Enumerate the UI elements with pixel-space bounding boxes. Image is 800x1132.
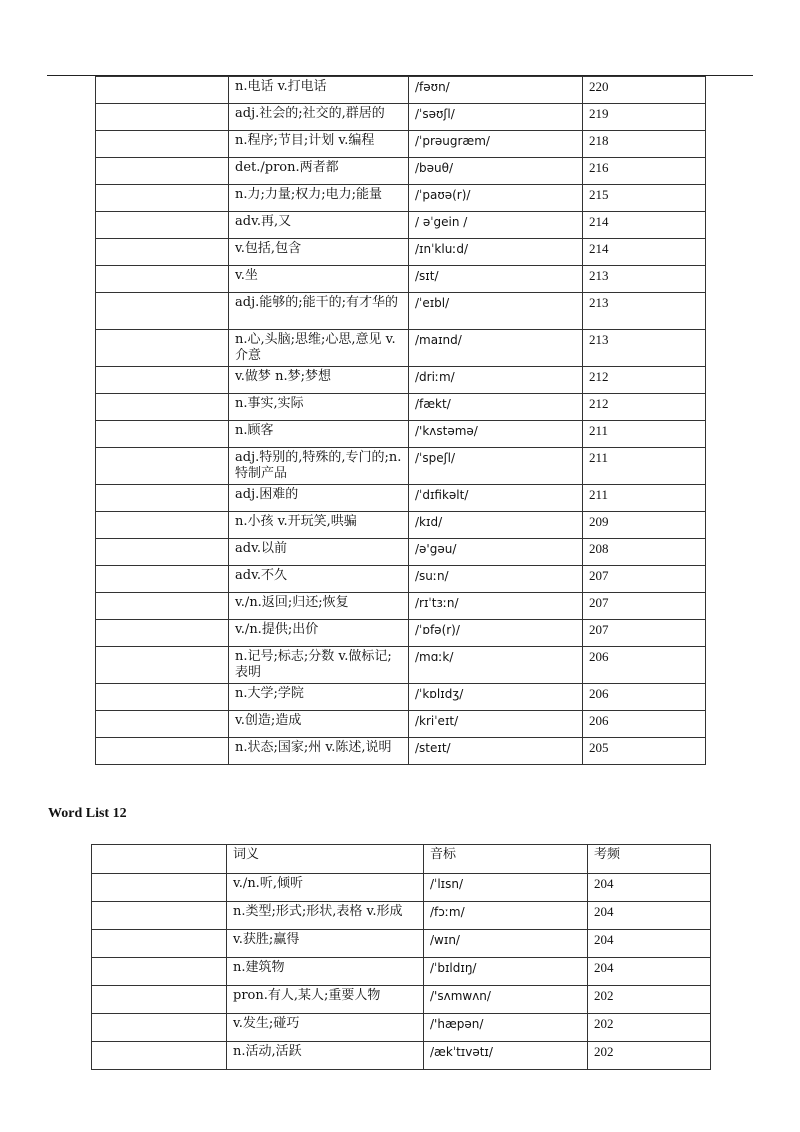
word-meaning: v.包括,包含 xyxy=(229,239,409,266)
word-frequency: 207 xyxy=(583,620,706,647)
word-phonetic: /'sʌmwʌn/ xyxy=(424,986,588,1014)
word-frequency: 214 xyxy=(583,239,706,266)
word-meaning: n.活动,活跃 xyxy=(227,1042,424,1070)
blank-cell xyxy=(96,104,229,131)
table-row xyxy=(96,620,706,647)
word-frequency: 202 xyxy=(588,1042,711,1070)
table-row xyxy=(96,77,706,104)
word-phonetic: /ɪnˈkluːd/ xyxy=(409,239,583,266)
table-row xyxy=(96,293,706,330)
word-meaning: v./n.返回;归还;恢复 xyxy=(229,593,409,620)
blank-cell xyxy=(96,394,229,421)
blank-cell xyxy=(92,845,227,874)
blank-cell xyxy=(92,986,227,1014)
blank-cell xyxy=(96,566,229,593)
word-frequency: 220 xyxy=(583,77,706,104)
word-phonetic: /mɑːk/ xyxy=(409,647,583,684)
table-row xyxy=(96,684,706,711)
table-row xyxy=(96,448,706,485)
header-frequency: 考频 xyxy=(588,845,711,874)
word-table-12-body xyxy=(92,845,711,1070)
table-row xyxy=(92,1014,711,1042)
table-row xyxy=(92,1042,711,1070)
word-frequency: 207 xyxy=(583,566,706,593)
blank-cell xyxy=(92,874,227,902)
word-frequency: 204 xyxy=(588,902,711,930)
word-meaning: n.小孩 v.开玩笑,哄骗 xyxy=(229,512,409,539)
word-meaning: v.创造;造成 xyxy=(229,711,409,738)
blank-cell xyxy=(96,77,229,104)
word-frequency: 206 xyxy=(583,711,706,738)
word-table-11 xyxy=(95,76,706,765)
word-frequency: 212 xyxy=(583,367,706,394)
word-meaning: adv.再,又 xyxy=(229,212,409,239)
word-frequency: 206 xyxy=(583,647,706,684)
word-phonetic: /sɪt/ xyxy=(409,266,583,293)
word-meaning: n.大学;学院 xyxy=(229,684,409,711)
table-row xyxy=(96,485,706,512)
table-row xyxy=(96,212,706,239)
table-row xyxy=(92,986,711,1014)
table-header-row xyxy=(92,845,711,874)
word-meaning: n.顾客 xyxy=(229,421,409,448)
blank-cell xyxy=(96,684,229,711)
blank-cell xyxy=(96,512,229,539)
word-phonetic: /driːm/ xyxy=(409,367,583,394)
table-row xyxy=(96,593,706,620)
word-phonetic: / əˈgein / xyxy=(409,212,583,239)
word-table-11-body xyxy=(96,77,706,765)
header-meaning: 词义 xyxy=(227,845,424,874)
word-phonetic: /fɔːm/ xyxy=(424,902,588,930)
blank-cell xyxy=(96,620,229,647)
word-phonetic: /wɪn/ xyxy=(424,930,588,958)
blank-cell xyxy=(96,593,229,620)
word-phonetic: /suːn/ xyxy=(409,566,583,593)
table-row xyxy=(96,367,706,394)
word-meaning: n.类型;形式;形状,表格 v.形成 xyxy=(227,902,424,930)
word-frequency: 211 xyxy=(583,485,706,512)
blank-cell xyxy=(92,902,227,930)
word-meaning: v./n.听,倾听 xyxy=(227,874,424,902)
word-frequency: 215 xyxy=(583,185,706,212)
word-phonetic: /maɪnd/ xyxy=(409,330,583,367)
word-phonetic: /ˈspeʃl/ xyxy=(409,448,583,485)
word-phonetic: /bəuθ/ xyxy=(409,158,583,185)
word-frequency: 204 xyxy=(588,930,711,958)
word-frequency: 205 xyxy=(583,738,706,765)
word-meaning: v./n.提供;出价 xyxy=(229,620,409,647)
word-meaning: n.程序;节目;计划 v.编程 xyxy=(229,131,409,158)
word-phonetic: /ˈbɪldɪŋ/ xyxy=(424,958,588,986)
word-phonetic: /ˈprəugræm/ xyxy=(409,131,583,158)
word-frequency: 208 xyxy=(583,539,706,566)
word-frequency: 211 xyxy=(583,421,706,448)
table-row xyxy=(96,266,706,293)
word-phonetic: /ˈkɒlɪdʒ/ xyxy=(409,684,583,711)
word-frequency: 218 xyxy=(583,131,706,158)
blank-cell xyxy=(96,738,229,765)
blank-cell xyxy=(96,293,229,330)
word-frequency: 213 xyxy=(583,330,706,367)
word-phonetic: /ˈsəʊʃl/ xyxy=(409,104,583,131)
blank-cell xyxy=(96,711,229,738)
blank-cell xyxy=(92,930,227,958)
word-meaning: n.记号;标志;分数 v.做标记;表明 xyxy=(229,647,409,684)
word-meaning: n.状态;国家;州 v.陈述,说明 xyxy=(229,738,409,765)
word-meaning: adj.社会的;社交的,群居的 xyxy=(229,104,409,131)
word-phonetic: /ækˈtɪvətɪ/ xyxy=(424,1042,588,1070)
word-frequency: 211 xyxy=(583,448,706,485)
word-meaning: n.力;力量;权力;电力;能量 xyxy=(229,185,409,212)
table-row xyxy=(96,711,706,738)
blank-cell xyxy=(96,212,229,239)
table-row xyxy=(96,131,706,158)
word-phonetic: /rɪˈtɜːn/ xyxy=(409,593,583,620)
word-phonetic: /ˈpaʊə(r)/ xyxy=(409,185,583,212)
blank-cell xyxy=(96,266,229,293)
blank-cell xyxy=(96,421,229,448)
blank-cell xyxy=(92,1042,227,1070)
word-frequency: 204 xyxy=(588,874,711,902)
word-phonetic: /ə'gəu/ xyxy=(409,539,583,566)
blank-cell xyxy=(96,367,229,394)
word-meaning: adv.不久 xyxy=(229,566,409,593)
word-phonetic: /ˈlɪsn/ xyxy=(424,874,588,902)
word-frequency: 206 xyxy=(583,684,706,711)
word-table-12 xyxy=(91,844,711,1070)
table-row xyxy=(96,566,706,593)
word-meaning: v.坐 xyxy=(229,266,409,293)
table-row xyxy=(92,902,711,930)
word-meaning: v.获胜;赢得 xyxy=(227,930,424,958)
word-frequency: 204 xyxy=(588,958,711,986)
word-phonetic: /fəʊn/ xyxy=(409,77,583,104)
table-row xyxy=(96,330,706,367)
word-phonetic: /kriˈeɪt/ xyxy=(409,711,583,738)
table-row xyxy=(96,104,706,131)
table-row xyxy=(96,185,706,212)
table-row xyxy=(96,647,706,684)
word-frequency: 214 xyxy=(583,212,706,239)
word-frequency: 219 xyxy=(583,104,706,131)
blank-cell xyxy=(96,647,229,684)
header-phonetic: 音标 xyxy=(424,845,588,874)
table-row xyxy=(96,239,706,266)
word-phonetic: /fækt/ xyxy=(409,394,583,421)
word-frequency: 202 xyxy=(588,1014,711,1042)
word-meaning: adv.以前 xyxy=(229,539,409,566)
word-phonetic: /ˈɒfə(r)/ xyxy=(409,620,583,647)
word-frequency: 216 xyxy=(583,158,706,185)
word-meaning: pron.有人,某人;重要人物 xyxy=(227,986,424,1014)
section-title: Word List 12 xyxy=(48,806,127,821)
blank-cell xyxy=(96,131,229,158)
word-phonetic: /steɪt/ xyxy=(409,738,583,765)
word-meaning: n.建筑物 xyxy=(227,958,424,986)
blank-cell xyxy=(96,539,229,566)
word-phonetic: /kɪd/ xyxy=(409,512,583,539)
table-row xyxy=(96,421,706,448)
table-row xyxy=(96,394,706,421)
word-frequency: 207 xyxy=(583,593,706,620)
blank-cell xyxy=(96,158,229,185)
table-row xyxy=(92,874,711,902)
word-phonetic: /ˈdɪfikəlt/ xyxy=(409,485,583,512)
word-frequency: 209 xyxy=(583,512,706,539)
blank-cell xyxy=(96,239,229,266)
word-meaning: adj.能够的;能干的;有才华的 xyxy=(229,293,409,330)
table-row xyxy=(92,930,711,958)
table-row xyxy=(92,958,711,986)
table-row xyxy=(96,512,706,539)
word-meaning: n.电话 v.打电话 xyxy=(229,77,409,104)
table-row xyxy=(96,738,706,765)
word-meaning: v.做梦 n.梦;梦想 xyxy=(229,367,409,394)
word-frequency: 212 xyxy=(583,394,706,421)
word-meaning: adj.困难的 xyxy=(229,485,409,512)
word-frequency: 213 xyxy=(583,293,706,330)
word-meaning: n.心,头脑;思维;心思,意见 v.介意 xyxy=(229,330,409,367)
word-frequency: 202 xyxy=(588,986,711,1014)
table-row xyxy=(96,539,706,566)
blank-cell xyxy=(92,958,227,986)
blank-cell xyxy=(96,185,229,212)
word-meaning: adj.特别的,特殊的,专门的;n.特制产品 xyxy=(229,448,409,485)
blank-cell xyxy=(96,330,229,367)
word-meaning: n.事实,实际 xyxy=(229,394,409,421)
word-meaning: v.发生;碰巧 xyxy=(227,1014,424,1042)
blank-cell xyxy=(92,1014,227,1042)
table-row xyxy=(96,158,706,185)
word-phonetic: /'kʌstəmə/ xyxy=(409,421,583,448)
word-phonetic: /ˈeɪbl/ xyxy=(409,293,583,330)
blank-cell xyxy=(96,485,229,512)
word-frequency: 213 xyxy=(583,266,706,293)
word-meaning: det./pron.两者都 xyxy=(229,158,409,185)
blank-cell xyxy=(96,448,229,485)
word-phonetic: /'hæpən/ xyxy=(424,1014,588,1042)
